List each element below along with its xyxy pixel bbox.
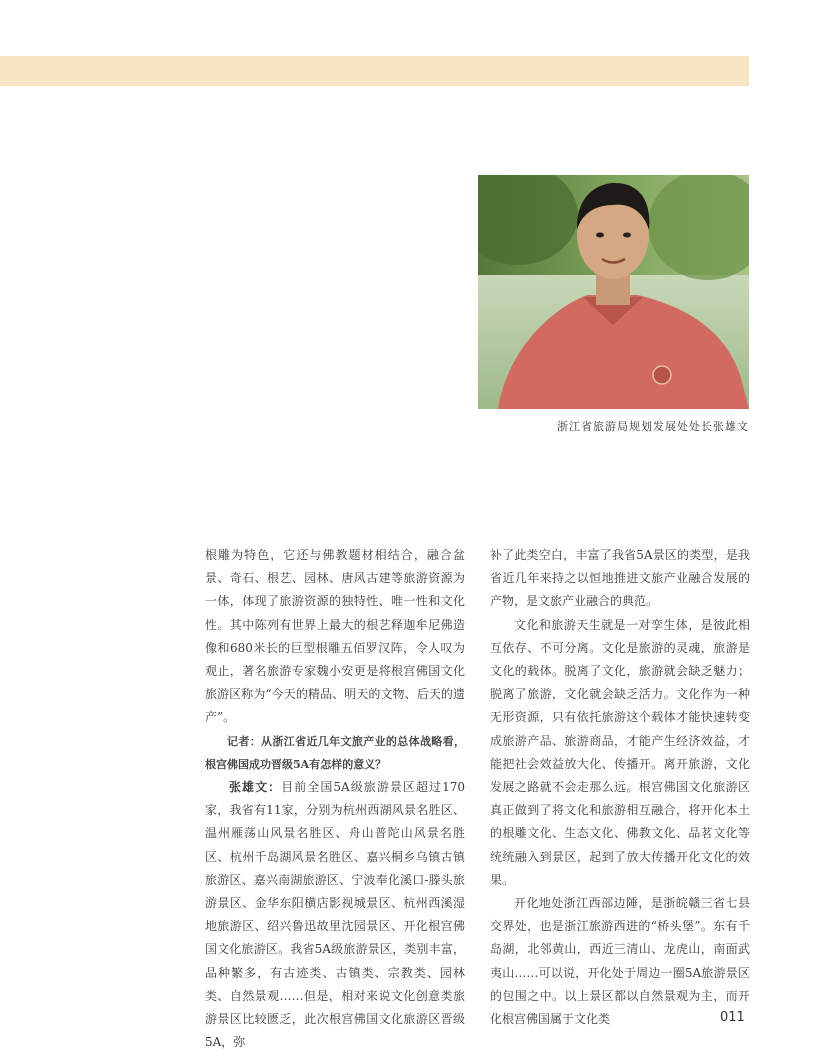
- paragraph: 根雕为特色，它还与佛教题材相结合，融合盆景、奇石、根艺、园林、唐风古建等旅游资源为一体，体现了旅游资源的独特性、唯一性和文化性。其中陈列有世界上最大的根艺释迦牟尼佛造像和680米长的巨型根雕五佰罗汉阵，令人叹为观止，著名旅游专家魏小安更是将根宫佛国文化旅游区称为“今天的精品、明天的文物、后天的遗产”。: [205, 548, 465, 725]
- paragraph: 文化和旅游天生就是一对孪生体，是彼此相互依存、不可分离。文化是旅游的灵魂，旅游是文化的载体。脱离了文化，旅游就会缺乏魅力；脱离了旅游，文化就会缺乏活力。文化作为一种无形资源，只有依托旅游这个载体才能快速转变成旅游产品、旅游商品，才能产生经济效益，才能把社会效益放大化、传播开。离开旅游，文化发展之路就不会走那么远。根宫佛国文化旅游区真正做到了将文化和旅游相互融合，将开化本土的根雕文化、生态文化、佛教文化、品茗文化等统统融入到景区，起到了放大传播开化文化的效果。: [490, 617, 750, 887]
- answer-text: 目前全国5A级旅游景区超过170家，我省有11家，分别为杭州西湖风景名胜区、温州雁荡山风景名胜区、舟山普陀山风景名胜区、杭州千岛湖风景名胜区、嘉兴桐乡乌镇古镇旅游区、嘉兴南湖旅游区、宁波奉化溪口-滕头旅游景区、金华东阳横店影视城景区、杭州西溪湿地旅游区、绍兴鲁迅故里沈园景区、开化根宫佛国文化旅游区。我省5A级旅游景区，类别丰富，品种繁多，有古迹类、古镇类、宗教类、园林类、自然景观……但是，相对来说文化创意类旅游景区比较匮乏，此次根宫佛国文化旅游区晋级5A，弥: [205, 780, 465, 1050]
- speaker-label: 张雄文：: [229, 780, 282, 795]
- photo-caption: 浙江省旅游局规划发展处处长张雄文: [557, 420, 749, 433]
- page-number: 011: [720, 1010, 745, 1025]
- paragraph: 开化地处浙江西部边陲，是浙皖赣三省七县交界处，也是浙江旅游西进的“桥头堡”。东有千岛湖，北邻黄山，西近三清山、龙虎山，南面武夷山……可以说，开化处于周边一圈5A旅游景区的包围之中。以上景区都以自然景观为主，而开化根宫佛国属于文化类: [490, 896, 750, 1027]
- paragraph: 补了此类空白，丰富了我省5A景区的类型，是我省近几年来持之以恒地推进文旅产业融合发展的产物，是文旅产业融合的典范。: [490, 548, 750, 609]
- portrait-illustration: [478, 175, 749, 409]
- interview-answer: [205, 776, 465, 1054]
- portrait-photo: [478, 175, 749, 409]
- header-band: [0, 56, 749, 86]
- right-column: [490, 544, 750, 1031]
- interview-question: 记者：从浙江省近几年文旅产业的总体战略看，根宫佛国成功晋级5A有怎样的意义？: [205, 734, 465, 771]
- left-column: [205, 544, 465, 1054]
